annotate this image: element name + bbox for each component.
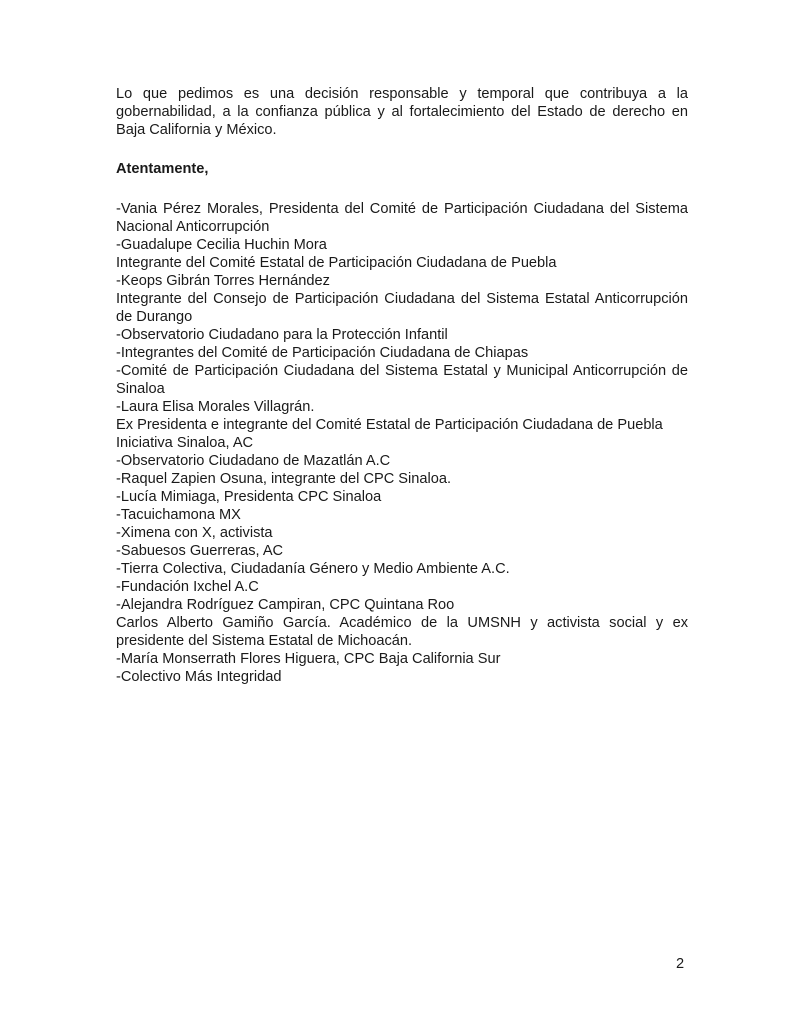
signatories-list xyxy=(116,200,688,686)
document-body xyxy=(116,85,688,686)
signatory-line: -Integrantes del Comité de Participación Ciudadana de Chiapas xyxy=(116,345,529,361)
signatory-line: -Tierra Colectiva, Ciudadanía Género y Medio Ambiente A.C. xyxy=(116,561,510,577)
signatory-line: Integrante del Consejo de Participación Ciudadana del Sistema Estatal Anticorrupción de Durango xyxy=(116,291,688,325)
signatory-line: -Sabuesos Guerreras, AC xyxy=(116,543,284,559)
closing-salutation: Atentamente, xyxy=(116,161,209,177)
signatory-line: -Lucía Mimiaga, Presidenta CPC Sinaloa xyxy=(116,489,382,505)
signatory-line: -Fundación Ixchel A.C xyxy=(116,579,259,595)
signatory-line: -María Monserrath Flores Higuera, CPC Baja California Sur xyxy=(116,651,501,667)
signatory-line: -Laura Elisa Morales Villagrán. xyxy=(116,399,315,415)
signatory-line: -Alejandra Rodríguez Campiran, CPC Quintana Roo xyxy=(116,597,455,613)
signatory-line: -Observatorio Ciudadano de Mazatlán A.C xyxy=(116,453,391,469)
signatory-line: -Vania Pérez Morales, Presidenta del Comité de Participación Ciudadana del Sistema Nacional Anticorrupción xyxy=(116,201,688,235)
signatory-line: -Colectivo Más Integridad xyxy=(116,669,282,685)
signatory-line: -Tacuichamona MX xyxy=(116,507,241,523)
signatory-line: -Raquel Zapien Osuna, integrante del CPC Sinaloa. xyxy=(116,471,452,487)
signatory-line: -Guadalupe Cecilia Huchin Mora xyxy=(116,237,327,253)
intro-paragraph: Lo que pedimos es una decisión responsable y temporal que contribuya a la gobernabilidad, a la confianza pública y al fortalecimiento del Estado de derecho en Baja California y México. xyxy=(116,86,688,138)
signatory-line: Iniciativa Sinaloa, AC xyxy=(116,435,254,451)
signatory-line: -Observatorio Ciudadano para la Protección Infantil xyxy=(116,327,448,343)
signatory-line: -Ximena con X, activista xyxy=(116,525,273,541)
signatory-line: Ex Presidenta e integrante del Comité Estatal de Participación Ciudadana de Puebla xyxy=(116,417,663,433)
signatory-line: -Keops Gibrán Torres Hernández xyxy=(116,273,330,289)
signatory-line: Carlos Alberto Gamiño García. Académico de la UMSNH y activista social y ex presidente del Sistema Estatal de Michoacán. xyxy=(116,615,688,649)
signatory-line: Integrante del Comité Estatal de Participación Ciudadana de Puebla xyxy=(116,255,557,271)
page-number: 2 xyxy=(676,956,685,972)
signatory-line: -Comité de Participación Ciudadana del Sistema Estatal y Municipal Anticorrupción de Sinaloa xyxy=(116,363,688,397)
